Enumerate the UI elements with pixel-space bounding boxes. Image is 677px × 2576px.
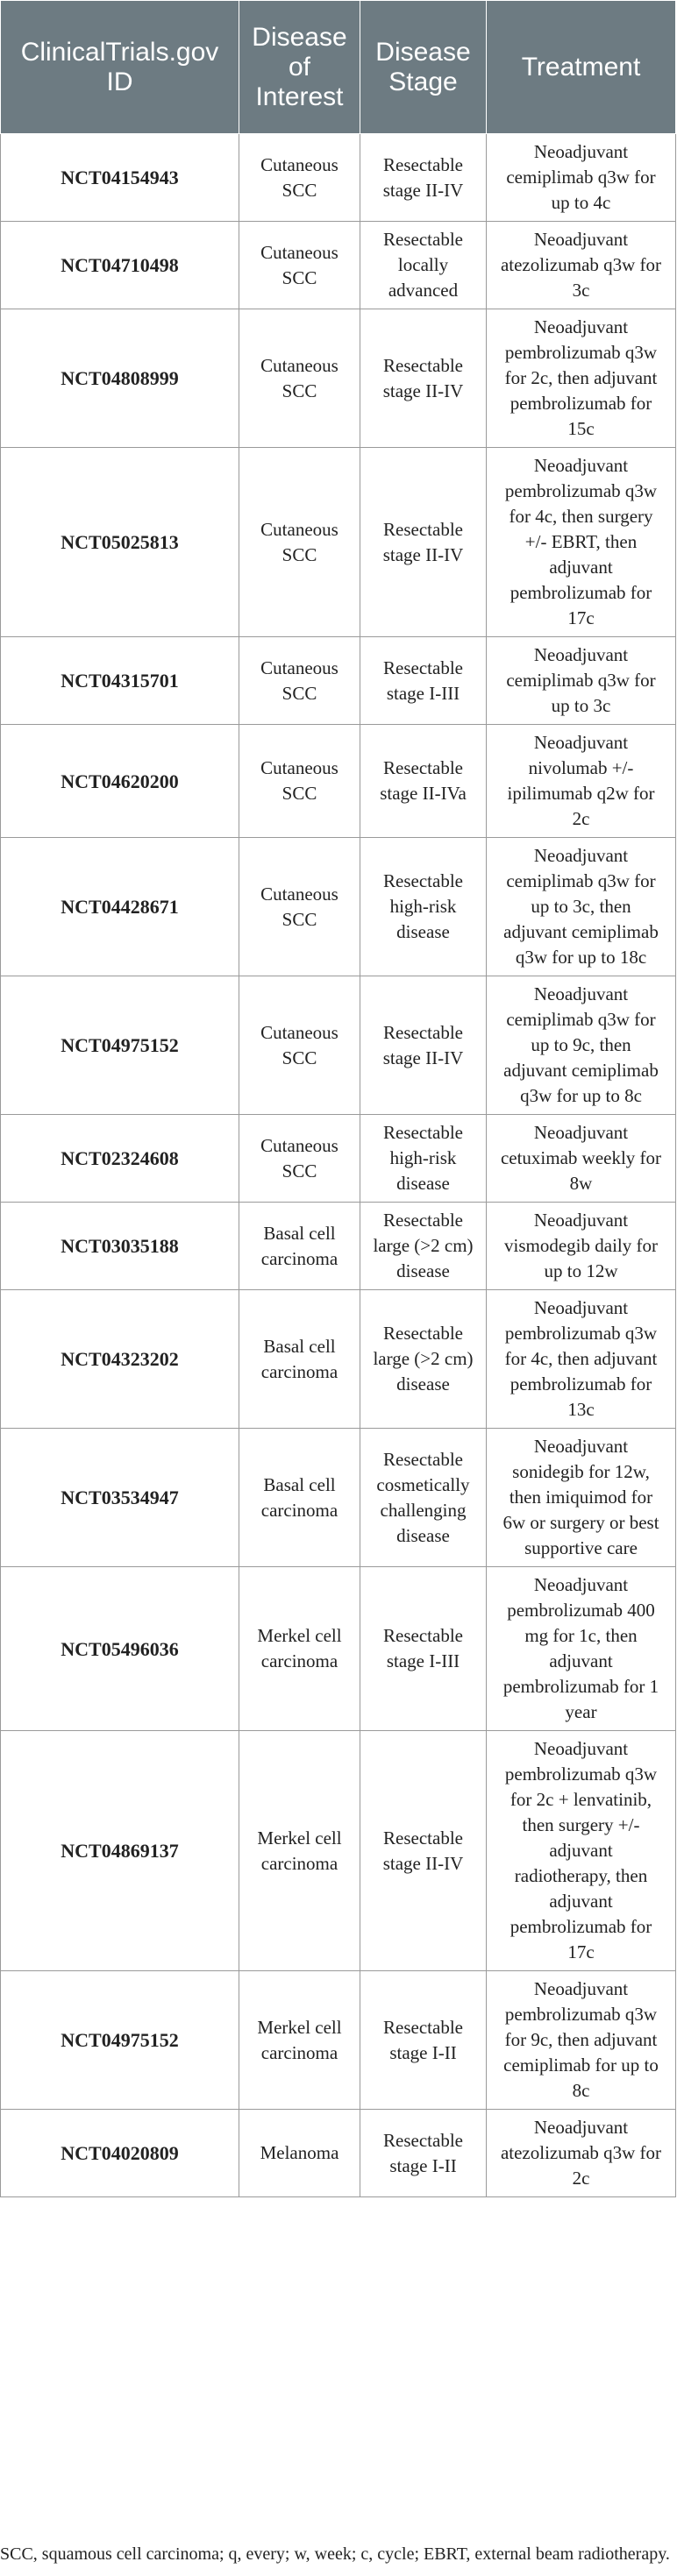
table-row [1, 448, 676, 637]
table-row [1, 976, 676, 1115]
disease-cell: Basal cell carcinoma [239, 1429, 360, 1567]
disease-cell: Cutaneous SCC [239, 222, 360, 309]
disease-cell: Melanoma [239, 2110, 360, 2197]
stage-cell: Resectable stage II-IV [360, 134, 487, 222]
treatment-cell: Neoadjuvant pembrolizumab q3w for 2c, then adjuvant pembrolizumab for 15c [487, 309, 676, 448]
trial-id-cell: NCT04020809 [1, 2110, 239, 2197]
header-row [1, 1, 676, 134]
disease-cell: Cutaneous SCC [239, 134, 360, 222]
header-trial-id: ClinicalTrials.gov ID [1, 1, 239, 134]
disease-cell: Cutaneous SCC [239, 725, 360, 838]
treatment-cell: Neoadjuvant vismodegib daily for up to 12w [487, 1203, 676, 1290]
table-body [1, 134, 676, 2197]
trial-id-cell: NCT04428671 [1, 838, 239, 976]
table-row [1, 1290, 676, 1429]
table-row [1, 222, 676, 309]
treatment-cell: Neoadjuvant cemiplimab q3w for up to 3c, then adjuvant cemiplimab q3w for up to 18c [487, 838, 676, 976]
table-row [1, 637, 676, 725]
disease-cell: Basal cell carcinoma [239, 1290, 360, 1429]
disease-cell: Cutaneous SCC [239, 1115, 360, 1203]
table-row [1, 1203, 676, 1290]
disease-cell: Merkel cell carcinoma [239, 1731, 360, 1971]
table-row [1, 838, 676, 976]
stage-cell: Resectable locally advanced [360, 222, 487, 309]
stage-cell: Resectable stage I-II [360, 2110, 487, 2197]
disease-cell: Cutaneous SCC [239, 976, 360, 1115]
header-disease: Disease of Interest [239, 1, 360, 134]
treatment-cell: Neoadjuvant cetuximab weekly for 8w [487, 1115, 676, 1203]
header-stage: Disease Stage [360, 1, 487, 134]
table-row [1, 725, 676, 838]
trial-id-cell: NCT04154943 [1, 134, 239, 222]
trial-id-cell: NCT04975152 [1, 976, 239, 1115]
treatment-cell: Neoadjuvant sonidegib for 12w, then imiquimod for 6w or surgery or best supportive care [487, 1429, 676, 1567]
treatment-cell: Neoadjuvant pembrolizumab q3w for 2c + lenvatinib, then surgery +/- adjuvant radiotherapy, then adjuvant pembrolizumab for 17c [487, 1731, 676, 1971]
disease-cell: Basal cell carcinoma [239, 1203, 360, 1290]
disease-cell: Merkel cell carcinoma [239, 1971, 360, 2110]
stage-cell: Resectable stage II-IV [360, 309, 487, 448]
table-row [1, 309, 676, 448]
treatment-cell: Neoadjuvant pembrolizumab q3w for 9c, then adjuvant cemiplimab for up to 8c [487, 1971, 676, 2110]
stage-cell: Resectable large (>2 cm) disease [360, 1290, 487, 1429]
disease-cell: Cutaneous SCC [239, 838, 360, 976]
table-row [1, 1115, 676, 1203]
stage-cell: Resectable stage II-IVa [360, 725, 487, 838]
trial-id-cell: NCT04710498 [1, 222, 239, 309]
table-row [1, 1971, 676, 2110]
stage-cell: Resectable large (>2 cm) disease [360, 1203, 487, 1290]
trial-id-cell: NCT04808999 [1, 309, 239, 448]
treatment-cell: Neoadjuvant pembrolizumab q3w for 4c, then adjuvant pembrolizumab for 13c [487, 1290, 676, 1429]
table-row [1, 2110, 676, 2197]
table-row [1, 1731, 676, 1971]
stage-cell: Resectable stage II-IV [360, 448, 487, 637]
trial-id-cell: NCT03534947 [1, 1429, 239, 1567]
stage-cell: Resectable high-risk disease [360, 1115, 487, 1203]
table-header [1, 1, 676, 134]
disease-cell: Cutaneous SCC [239, 448, 360, 637]
trial-id-cell: NCT04620200 [1, 725, 239, 838]
treatment-cell: Neoadjuvant atezolizumab q3w for 3c [487, 222, 676, 309]
treatment-cell: Neoadjuvant cemiplimab q3w for up to 4c [487, 134, 676, 222]
treatment-cell: Neoadjuvant cemiplimab q3w for up to 9c, then adjuvant cemiplimab q3w for up to 8c [487, 976, 676, 1115]
treatment-cell: Neoadjuvant nivolumab +/- ipilimumab q2w for 2c [487, 725, 676, 838]
stage-cell: Resectable stage II-IV [360, 1731, 487, 1971]
table-row [1, 1429, 676, 1567]
trial-id-cell: NCT05496036 [1, 1567, 239, 1731]
stage-cell: Resectable high-risk disease [360, 838, 487, 976]
stage-cell: Resectable cosmetically challenging disease [360, 1429, 487, 1567]
trial-id-cell: NCT03035188 [1, 1203, 239, 1290]
disease-cell: Merkel cell carcinoma [239, 1567, 360, 1731]
stage-cell: Resectable stage I-II [360, 1971, 487, 2110]
trial-id-cell: NCT04323202 [1, 1290, 239, 1429]
table-row [1, 134, 676, 222]
trial-id-cell: NCT02324608 [1, 1115, 239, 1203]
stage-cell: Resectable stage I-III [360, 637, 487, 725]
trial-id-cell: NCT05025813 [1, 448, 239, 637]
trial-id-cell: NCT04315701 [1, 637, 239, 725]
trial-id-cell: NCT04869137 [1, 1731, 239, 1971]
disease-cell: Cutaneous SCC [239, 637, 360, 725]
treatment-cell: Neoadjuvant pembrolizumab 400 mg for 1c, then adjuvant pembrolizumab for 1 year [487, 1567, 676, 1731]
treatment-cell: Neoadjuvant cemiplimab q3w for up to 3c [487, 637, 676, 725]
treatment-cell: Neoadjuvant pembrolizumab q3w for 4c, then surgery +/- EBRT, then adjuvant pembrolizumab for 17c [487, 448, 676, 637]
header-treatment: Treatment [487, 1, 676, 134]
stage-cell: Resectable stage II-IV [360, 976, 487, 1115]
table-row [1, 1567, 676, 1731]
treatment-cell: Neoadjuvant atezolizumab q3w for 2c [487, 2110, 676, 2197]
table-footnote: SCC, squamous cell carcinoma; q, every; w, week; c, cycle; EBRT, external beam radiotherapy. [0, 2544, 670, 2564]
stage-cell: Resectable stage I-III [360, 1567, 487, 1731]
trial-id-cell: NCT04975152 [1, 1971, 239, 2110]
disease-cell: Cutaneous SCC [239, 309, 360, 448]
